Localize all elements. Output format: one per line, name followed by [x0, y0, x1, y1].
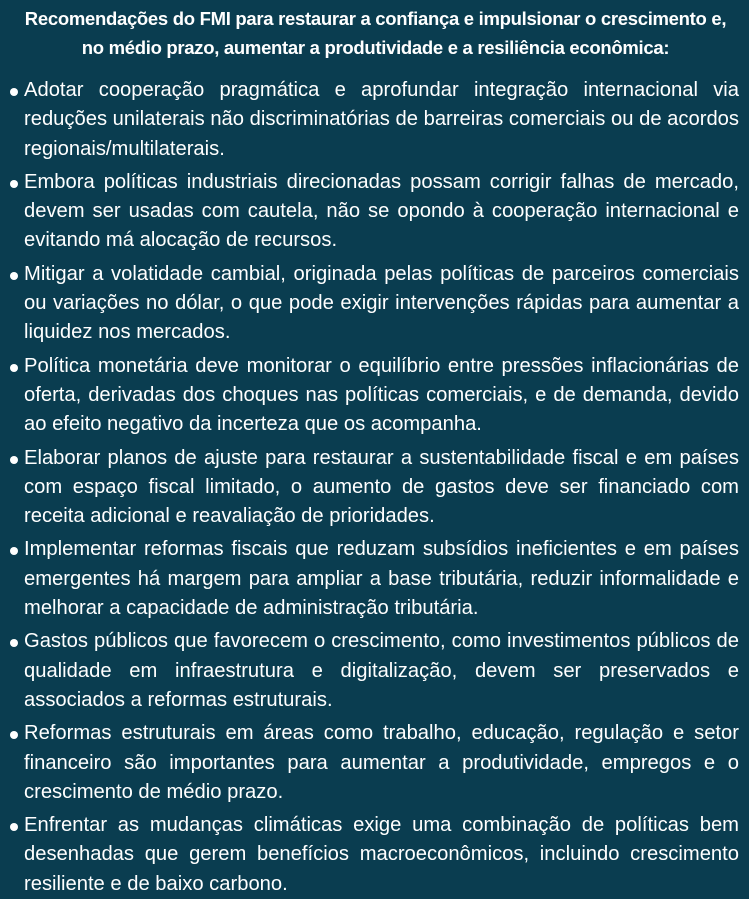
list-item: [12, 352, 739, 440]
recommendations-list: [12, 76, 739, 899]
bullet-icon: [10, 731, 18, 739]
item-text: Reformas estruturais em áreas como trabalho, educação, regulação e setor financeiro são importantes para aumentar a produtividade, empregos e o crescimento de médio prazo.: [24, 722, 739, 803]
item-text: Enfrentar as mudanças climáticas exige uma combinação de políticas bem desenhadas que gerem benefícios macroeconômicos, incluindo crescimento resiliente e de baixo carbono.: [24, 814, 739, 895]
bullet-icon: [10, 639, 18, 647]
list-item: [12, 76, 739, 164]
bullet-icon: [10, 456, 18, 464]
item-text: Adotar cooperação pragmática e aprofundar integração internacional via reduções unilaterais não discriminatórias de barreiras comerciais ou de acordos regionais/multilaterais.: [24, 79, 739, 160]
bullet-icon: [10, 180, 18, 188]
item-text: Mitigar a volatidade cambial, originada pelas políticas de parceiros comerciais ou variações no dólar, o que pode exigir intervenções rápidas para aumentar a liquidez nos mercados.: [24, 262, 739, 344]
list-item: [12, 168, 739, 256]
item-text: Gastos públicos que favorecem o crescimento, como investimentos públicos de qualidade em infraestrutura e digitalização, devem ser preservados e associados a reformas estruturais.: [24, 630, 739, 711]
item-text: Elaborar planos de ajuste para restaurar a sustentabilidade fiscal e em países com espaço fiscal limitado, o aumento de gastos deve ser financiado com receita adicional e reavaliação de prioridades.: [24, 446, 739, 528]
list-item: [12, 260, 739, 348]
bullet-icon: [10, 364, 18, 372]
list-item: [12, 535, 739, 623]
list-item: [12, 627, 739, 715]
bullet-icon: [10, 823, 18, 831]
bullet-icon: [10, 88, 18, 96]
list-item: [12, 811, 739, 899]
panel-title: Recomendações do FMI para restaurar a confiança e impulsionar o crescimento e, no médio prazo, aumentar a produtividade e a resiliência econômica:: [24, 8, 727, 58]
bullet-icon: [10, 547, 18, 555]
item-text: Implementar reformas fiscais que reduzam subsídios ineficientes e em países emergentes há margem para ampliar a base tributária, reduzir informalidade e melhorar a capacidade de administração tributária.: [24, 538, 739, 620]
bullet-icon: [10, 272, 18, 280]
item-text: Política monetária deve monitorar o equilíbrio entre pressões inflacionárias de oferta, derivadas dos choques nas políticas comerciais, e de demanda, devido ao efeito negativo da incerteza que os acompanha.: [24, 354, 739, 436]
item-text: Embora políticas industriais direcionadas possam corrigir falhas de mercado, devem ser usadas com cautela, não se opondo à cooperação internacional e evitando má alocação de recursos.: [24, 170, 739, 252]
list-item: [12, 719, 739, 807]
list-item: [12, 444, 739, 532]
